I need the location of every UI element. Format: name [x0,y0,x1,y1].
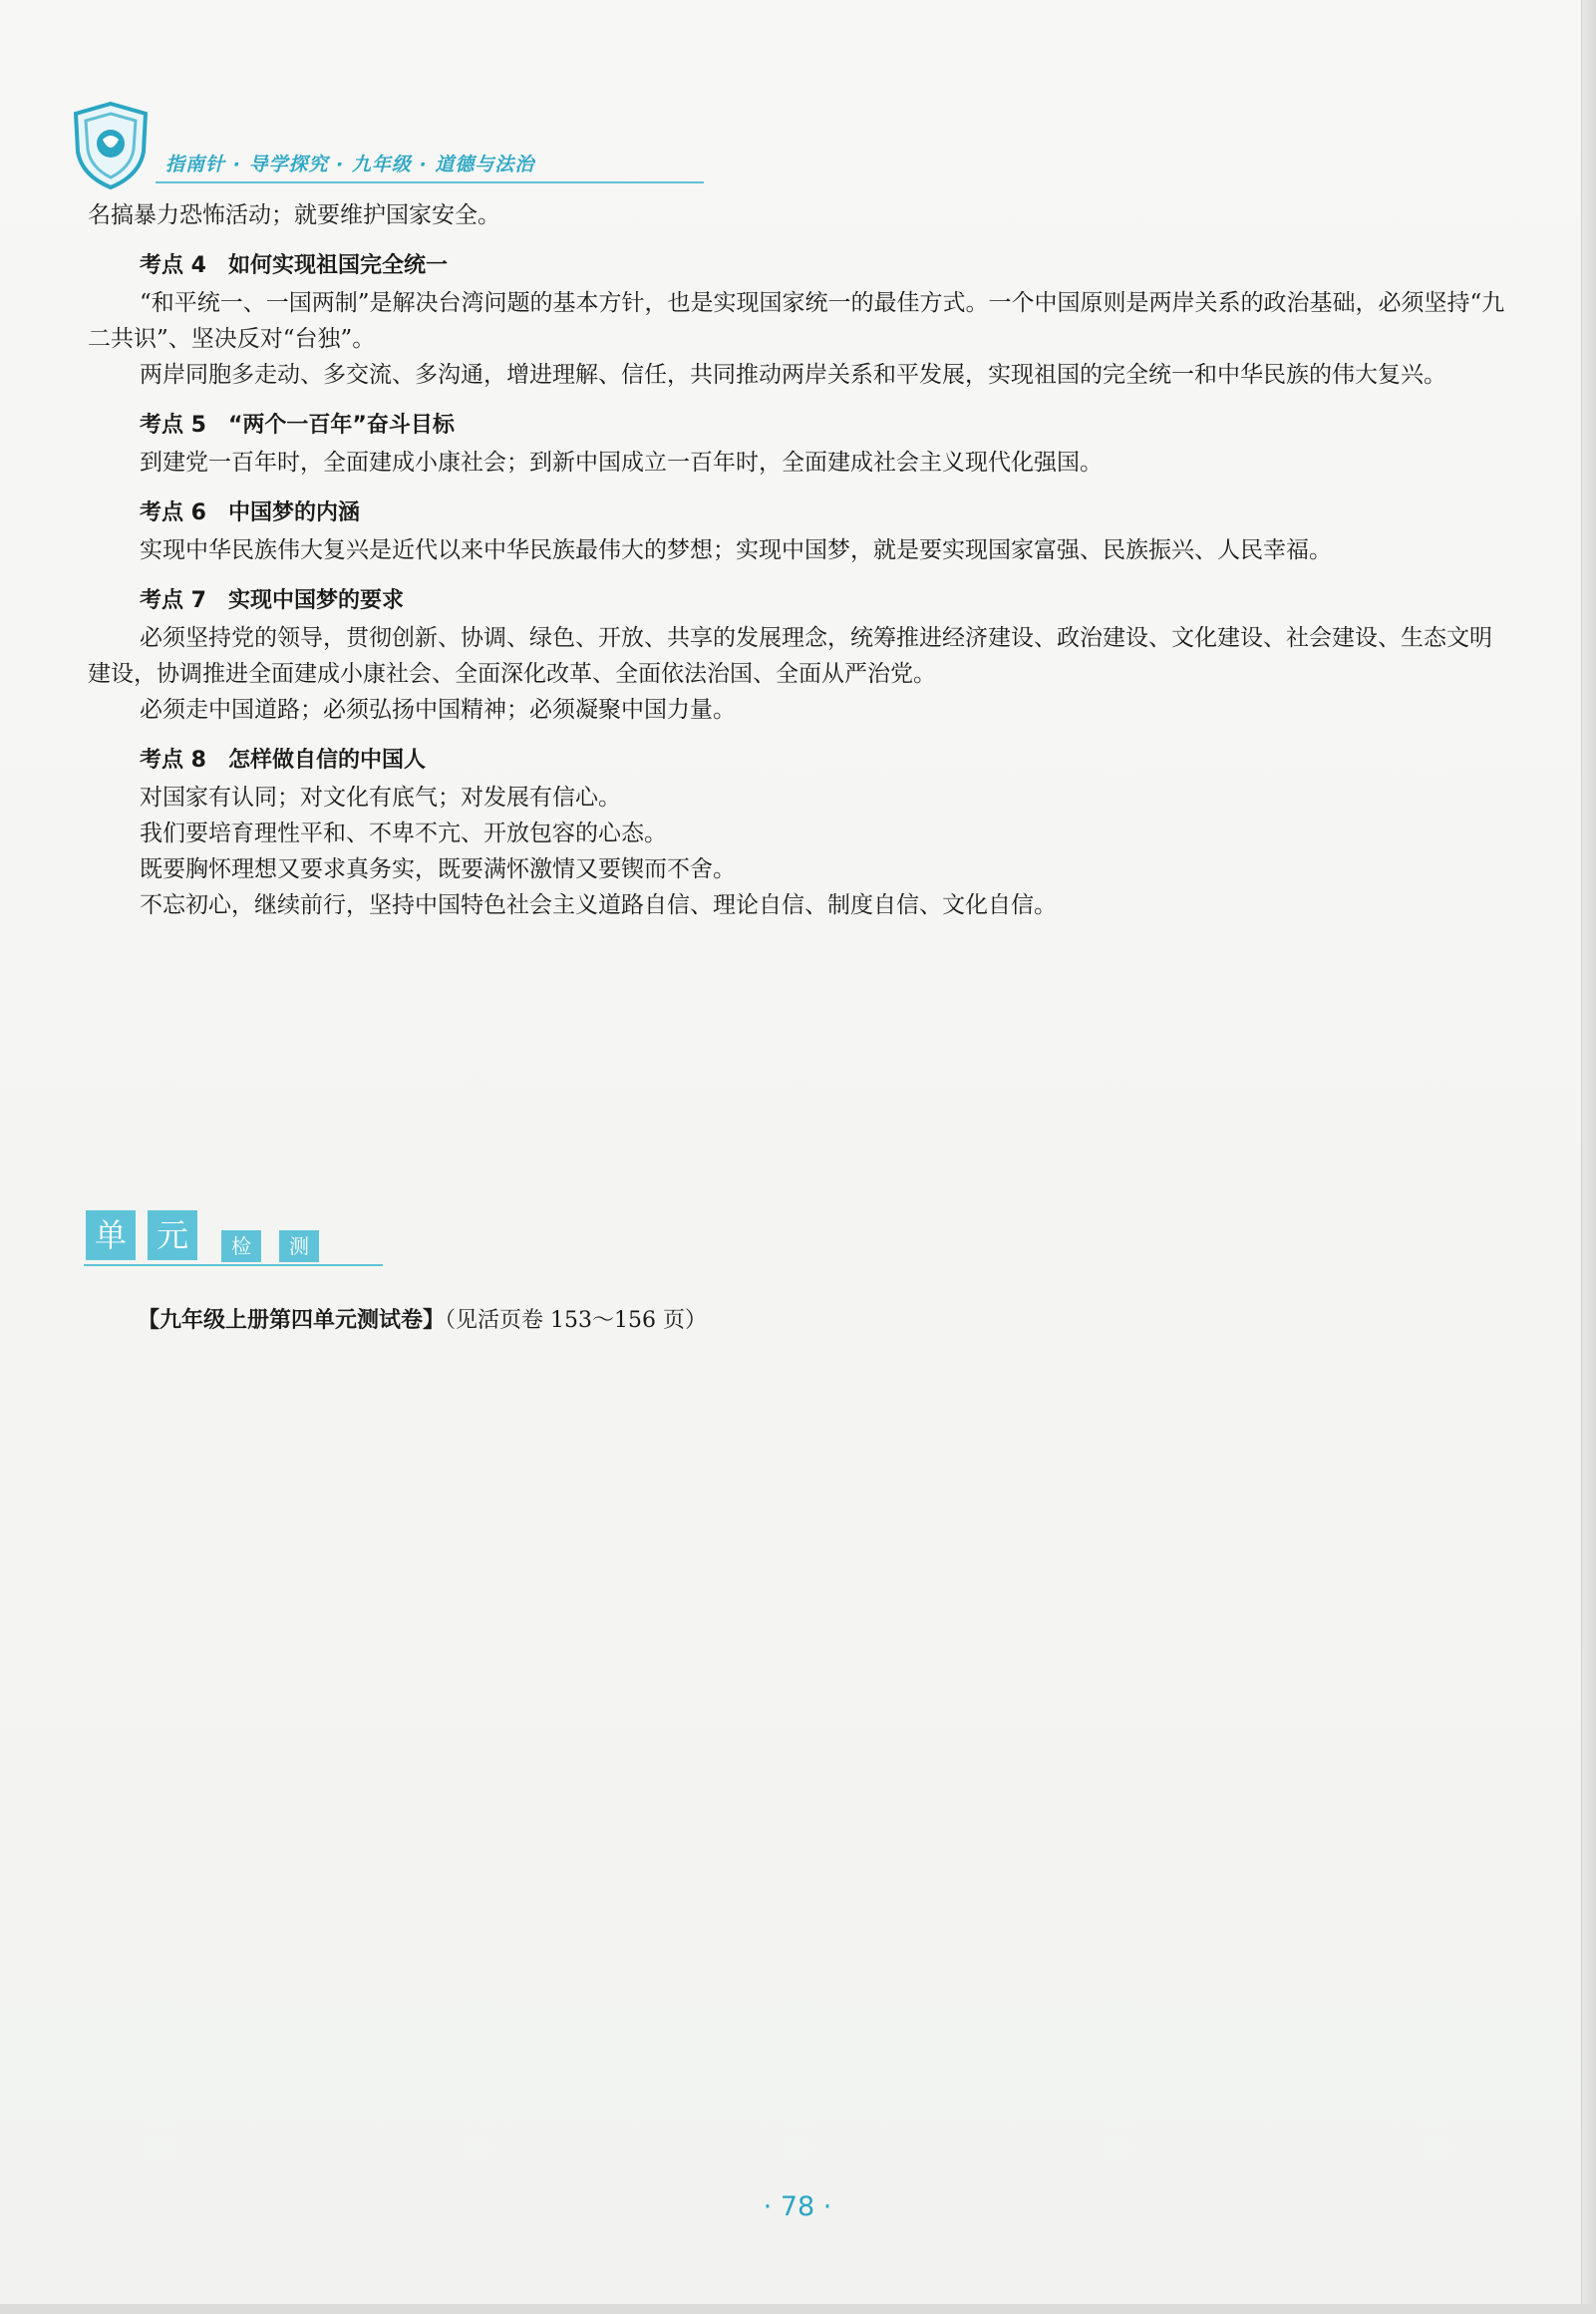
test-note: （见活页卷 153～156 页） [445,1308,707,1333]
section-label: 考点 5 [140,413,206,438]
section-title: 如何实现祖国完全统一 [227,253,448,278]
running-header [70,92,638,191]
section-label: 考点 6 [140,500,206,525]
paragraph: 不忘初心，继续前行，坚持中国特色社会主义道路自信、理论自信、制度自信、文化自信。 [140,892,1057,918]
section-title: 怎样做自信的中国人 [227,748,426,773]
paragraph: 名搞暴力恐怖活动；就要维护国家安全。 [88,202,500,228]
paragraph: 两岸同胞多走动、多交流、多沟通，增进理解、信任，共同推动两岸关系和平发展，实现祖国的完全统一和中华民族的伟大复兴。 [140,362,1446,388]
paragraph: 到建党一百年时，全面建成小康社会；到新中国成立一百年时，全面建成社会主义现代化强国。 [140,450,1103,476]
unit-test-banner [84,1208,383,1270]
paragraph: “和平统一、一国两制”是解决台湾问题的基本方针，也是实现国家统一的最佳方式。一个中国原则是两岸关系的政治基础，必须坚持“九二共识”、坚决反对“台独”。 [88,290,1505,352]
section-heading [88,495,1513,532]
section-title: 实现中国梦的要求 [227,588,404,613]
page-number: · 78 · [763,2191,832,2222]
section-heading [88,582,1513,620]
section-label: 考点 8 [140,748,206,773]
section-heading [88,742,1513,780]
test-title: 【九年级上册第四单元测试卷】 [138,1308,446,1333]
banner-char: 元 [148,1210,197,1260]
shield-logo-icon [70,100,152,189]
section-label: 考点 7 [140,588,206,613]
section-label: 考点 4 [140,253,206,278]
paragraph: 必须坚持党的领导，贯彻创新、协调、绿色、开放、共享的发展理念，统筹推进经济建设、政治建设、文化建设、社会建设、生态文明建设，协调推进全面建成小康社会、全面深化改革、全面依法治国、全面从严治党。 [88,625,1492,687]
main-content [88,197,1513,923]
section-heading [88,247,1513,285]
section-title: 中国梦的内涵 [227,500,360,525]
running-title: 指南针 · 导学探究 · 九年级 · 道德与法治 [165,154,535,175]
test-reference [138,1303,707,1339]
paragraph: 对国家有认同；对文化有底气；对发展有信心。 [140,785,621,811]
paragraph: 我们要培育理性平和、不卑不亢、开放包容的心态。 [140,821,667,846]
page-edge [1581,0,1596,2314]
header-rule [156,181,704,183]
section-heading [88,407,1513,445]
page-edge-bottom [0,2304,1596,2314]
banner-char: 单 [86,1210,136,1260]
paragraph: 必须走中国道路；必须弘扬中国精神；必须凝聚中国力量。 [140,697,736,723]
banner-char: 检 [221,1230,261,1262]
banner-char: 测 [279,1230,319,1262]
section-title: “两个一百年”奋斗目标 [227,413,455,438]
paragraph: 实现中华民族伟大复兴是近代以来中华民族最伟大的梦想；实现中国梦，就是要实现国家富强、民族振兴、人民幸福。 [140,537,1332,563]
paragraph: 既要胸怀理想又要求真务实，既要满怀激情又要锲而不舍。 [140,856,736,882]
banner-rule [84,1264,383,1266]
